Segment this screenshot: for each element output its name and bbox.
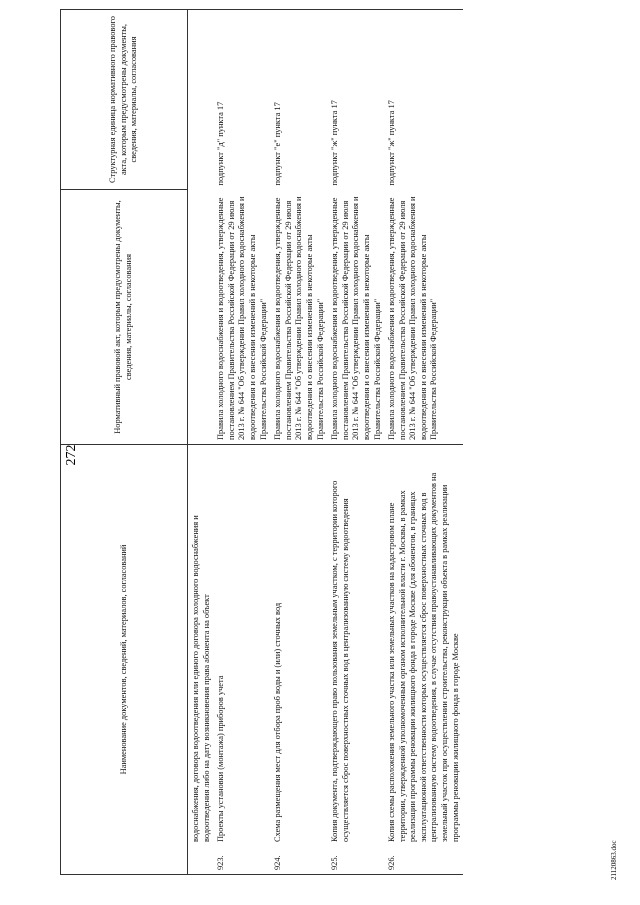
documents-table (60, 9, 463, 875)
row-act: Правила холодного водоснабжения и водоотведения, утвержденные постановлением Правительства Российской Федерации от 29 июля 2013 г. № 644 "Об утверждении Правил холодного водоснабжения и водоотведения и о внесении изменений в некоторые акты Правительства Российской Федерации" (273, 196, 325, 440)
table-row (214, 10, 271, 875)
footer-file-code-text: 21120863.doc (610, 840, 618, 880)
row-number: 924. (273, 855, 283, 870)
table-header-row (61, 10, 188, 875)
row-name: Копия документа, подтверждающего право пользования земельным участком, с территории которого осуществляется сброс поверхностных сточных вод в централизованную систему водоотведения (330, 480, 350, 842)
row-act: Правила холодного водоснабжения и водоотведения, утвержденные постановлением Правительства Российской Федерации от 29 июля 2013 г. № 644 "Об утверждении Правил холодного водоснабжения и водоотведения и о внесении изменений в некоторые акты Правительства Российской Федерации" (216, 196, 268, 440)
table-row (385, 10, 463, 875)
row-name: Копия схемы расположения земельного участка или земельных участков на кадастровом плане территории, утвержденной уполномоченным органом исполнительной власти г. Москвы, в рамках реализации программы реновации жилищного фонда в городе Москве (для абонентов, в границах эксплуатационной ответственности которых осуществляется сброс поверхностных сточных вод в централизованную систему водоотведения, в случае отсутствия правоустанавливающих документов на земельный участок при осуществлении строительства, реконструкции объекта в рамках реализации программы реновации жилищного фонда в городе Москве (387, 472, 460, 842)
table-row-continuation (188, 10, 215, 875)
row-unit: подпункт "е" пункта 17 (271, 10, 328, 190)
header-name: Наименование документов, сведений, материалов, согласований (61, 445, 188, 875)
row-unit: подпункт "ж" пункта 17 (385, 10, 463, 190)
row-number: 923. (216, 855, 226, 870)
footer-file-code (610, 840, 620, 890)
row-act: Правила холодного водоснабжения и водоотведения, утвержденные постановлением Правительства Российской Федерации от 29 июля 2013 г. № 644 "Об утверждении Правил холодного водоснабжения и водоотведения и о внесении изменений в некоторые акты Правительства Российской Федерации" (387, 196, 439, 440)
row-number: 926. (387, 855, 397, 870)
row-unit: подпункт "д" пункта 17 (214, 10, 271, 190)
row-unit: подпункт "ж" пункта 17 (328, 10, 385, 190)
table-row (271, 10, 328, 875)
header-unit: Структурная единица нормативного правового акта, которым предусмотрены документы, сведения, материалы, согласования (61, 10, 188, 190)
row-number: 925. (330, 855, 340, 870)
rotated-table-container (60, 10, 580, 875)
row-name: Проекты установки (монтажа) приборов учета (216, 675, 226, 842)
page-number: 272 (64, 444, 79, 466)
row-name: Схема размещения мест для отбора проб воды и (или) сточных вод (273, 602, 283, 842)
header-act: Нормативный правовой акт, которым предусмотрены документы, сведения, материалы, согласования (61, 190, 188, 445)
continuation-text: водоснабжения, договора водоотведения или единого договора холодного водоснабжения и водоотведения либо на дату возникновения права абонента на объект (191, 515, 211, 842)
table-row (328, 10, 385, 875)
row-act: Правила холодного водоснабжения и водоотведения, утвержденные постановлением Правительства Российской Федерации от 29 июля 2013 г. № 644 "Об утверждении Правил холодного водоснабжения и водоотведения и о внесении изменений в некоторые акты Правительства Российской Федерации" (330, 196, 382, 440)
